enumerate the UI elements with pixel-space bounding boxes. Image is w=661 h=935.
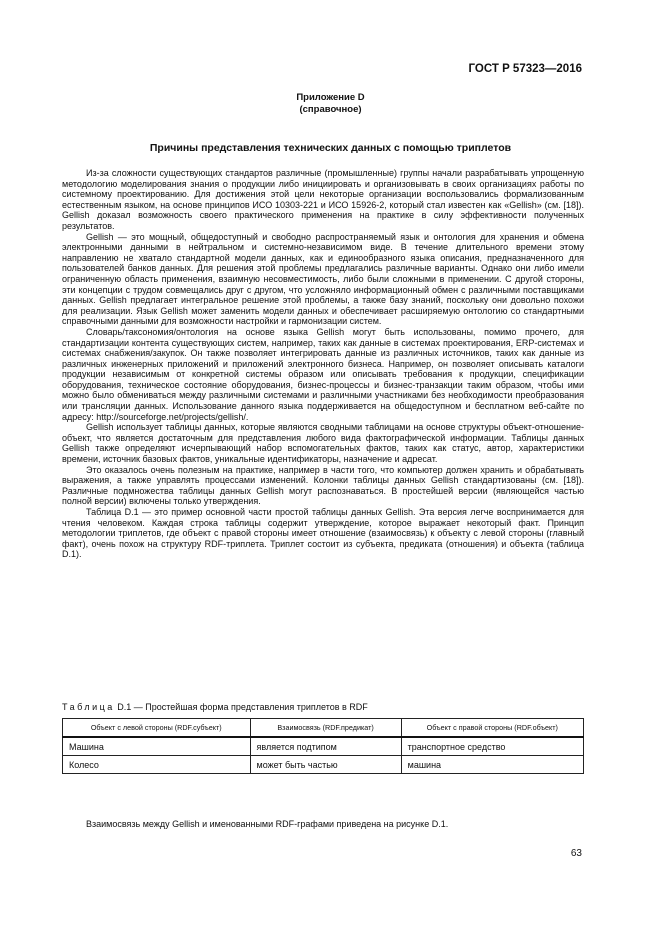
table-caption-label: Таблица	[62, 702, 115, 712]
cell-subject: Машина	[63, 737, 251, 756]
table-caption	[62, 702, 368, 712]
paragraph: Словарь/таксономия/онтология на основе языка Gellish могут быть использованы, помимо прочего, для стандартизации контента существующих систем, например, таких как данные в системах проектирования, ERP-системах и системах снабжения/закупок. Он также позволяет интегрировать данные из различных источников, таких как данные из различных инженерных приложений и приложений электронного бизнеса. Например, он позволяет описывать каталоги продукции независимым от конкретной системы образом или описывать требования к продукции, спецификации оборудования, техническое состояние оборудования, бизнес-процессы и бизнес-транзакции таким образом, чтобы ими можно было обмениваться между различными системами и различными участниками без необходимости преобразования или трансляции данных. Использование данного языка поддерживается на общедоступном и бесплатном веб-сайте по адресу: http://sourceforge.net/projects/gellish/.	[62, 326, 584, 422]
paragraph: Это оказалось очень полезным на практике, например в части того, что компьютер должен хранить и обрабатывать выражения, а также управлять процессами изменений. Колонки таблицы данных Gellish стандартизованы (см. [18]). Различные подмножества таблицы данных Gellish могут распознаваться. В простейшей версии (являющейся частью полной версии) включены только утверждения.	[62, 464, 584, 507]
paragraph: Таблица D.1 — это пример основной части простой таблицы данных Gellish. Эта версия легче воспринимается для чтения человеком. Каждая строка таблицы содержит утверждение, которое выражает некоторый факт. Принцип методологии триплетов, где объект с правой стороны имеет отношение (взаимосвязь) к объекту с левой стороны (главный факт), очень похож на структуру RDF-триплета. Триплет состоит из субъекта, предиката (отношения) и объекта (таблица D.1).	[62, 507, 584, 560]
table-header-row	[63, 719, 584, 738]
annex-subtitle: (справочное)	[299, 104, 362, 115]
cell-predicate: может быть частью	[250, 756, 401, 774]
table-caption-text: D.1 — Простейшая форма представления триплетов в RDF	[114, 702, 368, 712]
header-subject: Объект с левой стороны (RDF.субъект)	[63, 719, 251, 738]
cell-object: транспортное средство	[401, 737, 583, 756]
body-text	[62, 168, 584, 560]
table-row	[63, 756, 584, 774]
table-row	[63, 737, 584, 756]
cell-object: машина	[401, 756, 583, 774]
rdf-triplet-table	[62, 718, 584, 774]
cell-subject: Колесо	[63, 756, 251, 774]
annex-title: Приложение D	[296, 92, 365, 103]
page-number: 63	[570, 848, 582, 859]
cell-predicate: является подтипом	[250, 737, 401, 756]
paragraph: Gellish использует таблицы данных, которые являются сводными таблицами на основе структуры объект-отношение-объект, что является достаточным для представления любого вида фактографической информации. Таблицы данных Gellish также определяют исчерпывающий набор вспомогательных фактов, таких как статус, автор, характеристики времени, источник базовых фактов, уникальные идентификаторы, назначение и адресат.	[62, 422, 584, 465]
section-title: Причины представления технических данных с помощью триплетов	[149, 142, 512, 154]
standard-number: ГОСТ Р 57323—2016	[468, 63, 582, 75]
header-predicate: Взаимосвязь (RDF.предикат)	[250, 719, 401, 738]
annex-heading	[0, 92, 661, 116]
paragraph: Gellish — это мощный, общедоступный и свободно распространяемый язык и онтология для хранения и обмена электронными данными в нейтральном и системно-независимом виде. В течение длительного времени этому направлению не хватало стандартной модели данных, как и единообразного языка описания, предназначенного для пользователей банков данных. Для решения этой проблемы предлагались различные варианты. Однако они либо имели ограниченную область применения, взаимную несовместимость, либо были сложными в применении. С другой стороны, эти концепции с трудом совмещались друг с другом, что усложняло информационный обмен с различными поставщиками данных. Gellish предлагает интегральное решение этой проблемы, а также базу знаний, поскольку они довольно похожи для реализации. Язык Gellish может заменить модели данных и обеспечивает расширяемую онтологию со стандартными справочными данными для возможности настройки и гармонизации систем.	[62, 231, 584, 327]
figure-reference-text: Взаимосвязь между Gellish и именованными RDF-графами приведена на рисунке D.1.	[86, 819, 449, 829]
paragraph: Из-за сложности существующих стандартов различные (промышленные) группы начали разрабатывать упрощенную методологию моделирования знания о продукции либо инициировать и организовывать в своих организациях работы по системному проектированию. Для достижения этой цели некоторые организации воспользовались формализованным естественным языком, на основе принципов ИСО 10303-221 и ИСО 15926-2, который стал известен как «Gellish» (см. [18]). Gellish доказал возможность своего практического применения на практике в силу эффективности полученных результатов.	[62, 168, 584, 231]
header-object: Объект с правой стороны (RDF.объект)	[401, 719, 583, 738]
